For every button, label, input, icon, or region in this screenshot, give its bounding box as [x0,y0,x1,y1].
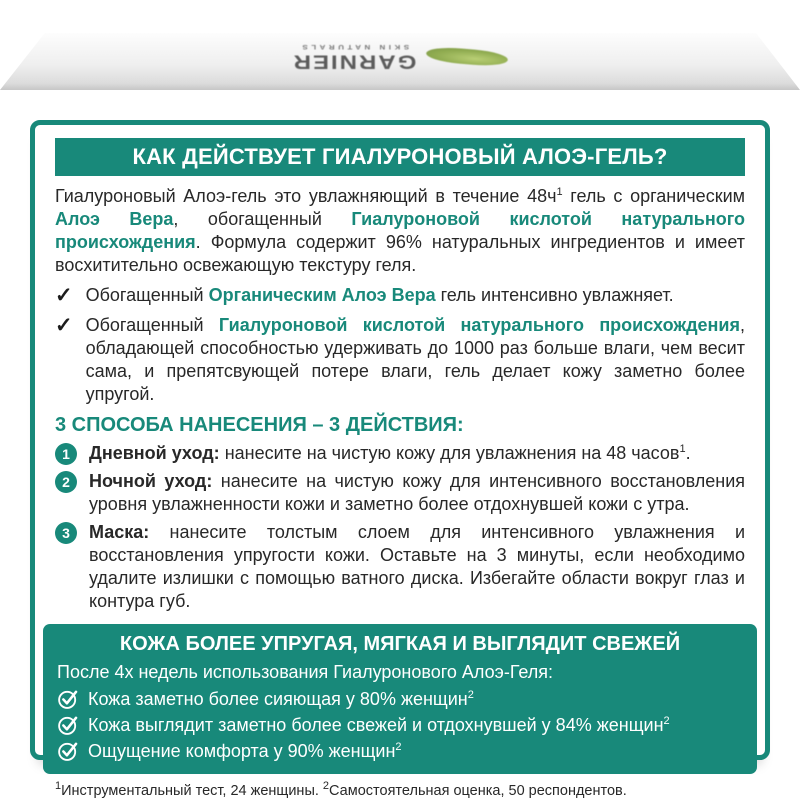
footnote-ref-2: 2 [467,689,474,701]
intro-highlight-aloe: Алоэ Вера [55,209,174,229]
panel-title: КАК ДЕЙСТВУЕТ ГИАЛУРОНОВЫЙ АЛОЭ-ГЕЛЬ? [55,138,745,176]
leaf-icon [426,46,510,68]
footnote-marker-2: 2 [322,780,330,793]
intro-text-4: . Формула содержит 96% натуральных ингредиентов и имеет восхитительно освежающую текстуру геля. [55,232,745,275]
result-item [57,713,743,737]
footnote-text-1: Инструментальный тест, 24 женщины. [61,783,323,799]
step-text [89,470,745,516]
info-panel [30,120,770,799]
step-item [55,470,745,516]
step-text [89,521,745,613]
step-2-label: Ночной уход: [89,471,213,491]
result-1-text: Кожа заметно более сияющая у 80% женщин [88,689,468,709]
result-item [57,687,743,711]
footnote-marker-1: 1 [55,780,62,793]
benefit-item [55,314,745,406]
result-2-text: Кожа выглядит заметно более свежей и отдохнувшей у 84% женщин [88,715,664,735]
circle-check-icon [57,714,79,736]
result-text [88,713,670,737]
benefit-item [55,284,745,307]
garnier-logo [230,43,570,73]
intro-text-2: гель с органическим [562,186,745,206]
intro-text-1: Гиалуроновый Алоэ-гель это увлажняющий в течение 48ч [55,186,557,206]
results-intro: После 4х недель использования Гиалуронового Алоэ-Геля: [57,662,554,682]
results-title: КОЖА БОЛЕЕ УПРУГАЯ, МЯГКАЯ И ВЫГЛЯДИТ СВЕЖЕЙ [119,633,681,655]
step-item [55,521,745,613]
result-text [88,739,402,763]
results-box [43,624,757,774]
intro-text-3: , обогащенный [173,209,352,229]
step-text [89,442,691,465]
step-2-body: нанесите на чистую кожу для интенсивного восстановления уровня увлажненности кожи и заметно более отдохнувшей кожи с утра. [89,471,745,514]
benefit-1-text-1: Обогащенный [85,285,209,305]
step-3-label: Маска: [89,522,150,542]
benefit-text [86,314,745,406]
check-icon: ✓ [55,284,73,307]
step-1-label: Дневной уход: [89,443,220,463]
benefit-2-text-1: Обогащенный [85,315,219,335]
result-text [88,687,474,711]
benefit-2-highlight: Гиалуроновой кислотой натурального происхождения [218,315,740,335]
benefit-1-text-2: гель интенсивно увлажняет. [435,285,674,305]
step-1-tail: . [685,443,691,463]
result-item [57,739,743,763]
brand-subname: SKIN NATURALS [298,43,410,51]
footnote-ref-2: 2 [395,741,402,753]
benefit-text [86,284,674,307]
check-icon: ✓ [55,314,73,337]
footnote [55,782,745,800]
brand-name: GARNIER [291,50,417,73]
result-3-text: Ощущение комфорта у 90% женщин [88,741,396,761]
footnote-ref-1: 1 [556,186,563,198]
footnote-ref-1: 1 [679,443,686,455]
footnote-ref-2: 2 [663,715,670,727]
step-number-badge: 2 [55,471,77,493]
brand-text-block [291,43,417,73]
benefit-2-text-2: , обладающей способностью удерживать до 1000 раз больше влаги, чем весит сама, и препятсвующей потере влаги, гель делает кожу заметно более упругой. [85,315,745,404]
methods-heading: 3 СПОСОБА НАНЕСЕНИЯ – 3 ДЕЙСТВИЯ: [55,414,464,436]
circle-check-icon [57,688,79,710]
intro-paragraph [55,185,745,277]
step-3-body: нанесите толстым слоем для интенсивного увлажнения и восстановления упругости кожи. Оставьте на 3 минуты, если необходимо удалите излишки с помощью ватного диска. Избегайте области вокруг глаз и контура губ. [89,522,745,611]
intro-highlight-hyaluronic: Гиалуроновой кислотой натурального происхождения [55,209,745,252]
step-1-body: нанесите на чистую кожу для увлажнения на 48 часов [219,443,680,463]
step-number-badge: 1 [55,443,77,465]
circle-check-icon [57,740,79,762]
footnote-text-2: Самостоятельная оценка, 50 респондентов. [329,783,627,799]
benefit-1-highlight: Органическим Алоэ Вера [208,285,436,305]
step-number-badge: 3 [55,522,77,544]
step-item [55,442,745,465]
